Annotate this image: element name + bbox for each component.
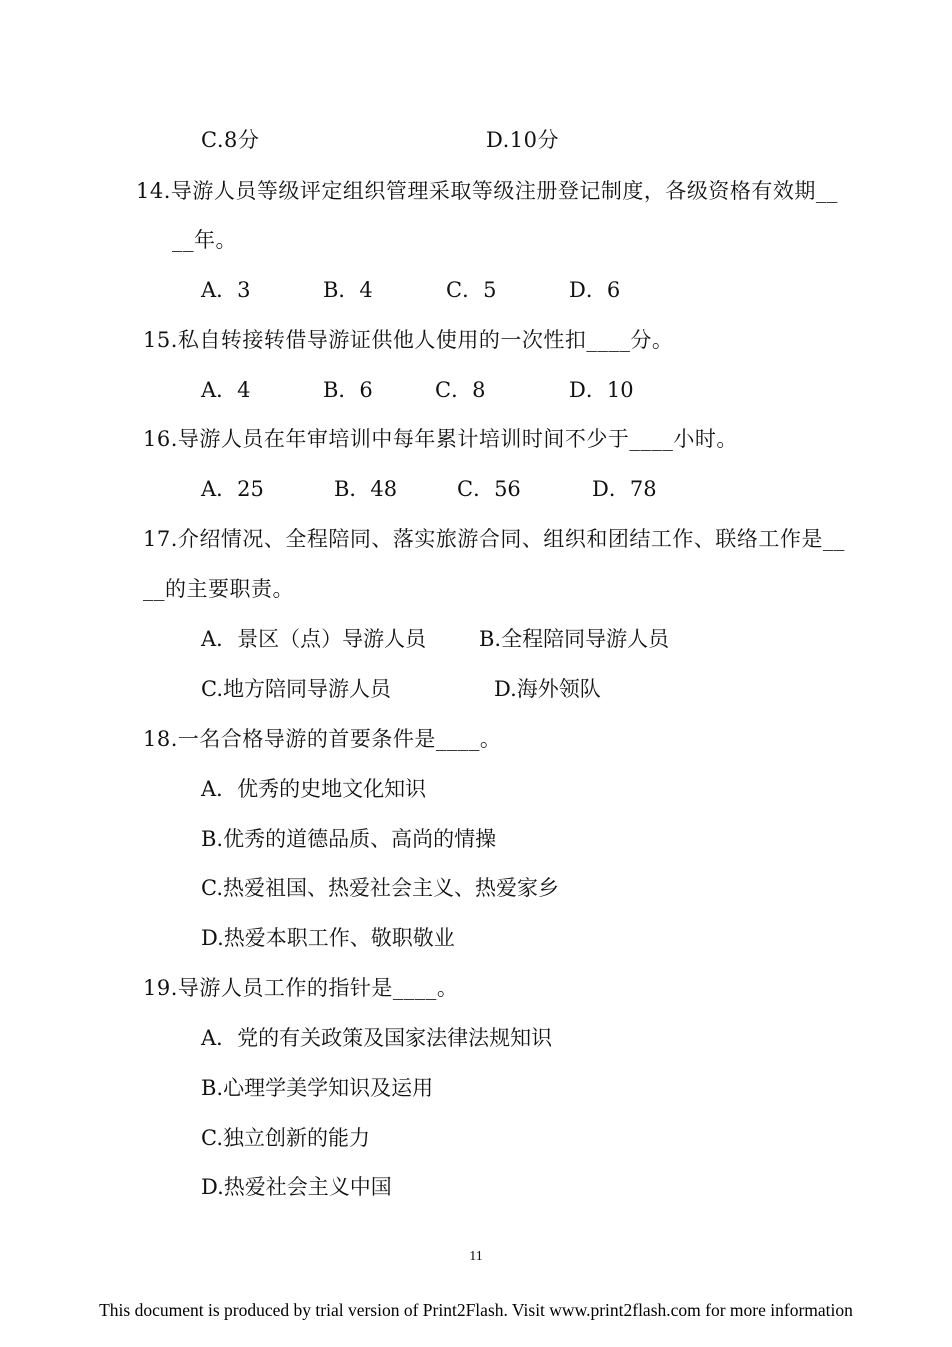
q16-stem: 16.导游人员在年审培训中每年累计培训时间不少于____小时。 [143,427,738,451]
q17-option-a: A．景区（点）导游人员 [201,627,427,651]
q14-option-b: B．4 [323,278,373,302]
q18-option-b: B.优秀的道德品质、高尚的情操 [201,827,497,851]
q18-option-d: D.热爱本职工作、敬职敬业 [201,926,455,950]
q19-option-c: C.独立创新的能力 [201,1126,370,1150]
q19-option-a: A．党的有关政策及国家法律法规知识 [201,1026,553,1050]
q15-option-a: A．4 [201,378,251,402]
q19-stem: 19.导游人员工作的指针是____。 [143,976,459,1000]
q19-option-b: B.心理学美学知识及运用 [201,1076,434,1100]
q18-stem: 18.一名合格导游的首要条件是____。 [143,727,502,751]
q17-option-c: C.地方陪同导游人员 [201,677,391,701]
q17-stem-cont: __的主要职责。 [143,577,294,601]
q16-option-c: C．56 [457,477,521,501]
q15-option-b: B．6 [323,378,373,402]
q13-option-c: C.8分 [201,128,260,152]
q14-option-a: A．3 [201,278,251,302]
q14-stem: 14.导游人员等级评定组织管理采取等级注册登记制度，各级资格有效期__ [136,179,838,203]
q17-stem: 17.介绍情况、全程陪同、落实旅游合同、组织和团结工作、联络工作是__ [143,527,845,551]
q18-option-a: A．优秀的史地文化知识 [201,777,427,801]
q14-stem-cont: __年。 [172,228,237,252]
q17-option-d: D.海外领队 [494,677,601,701]
q16-option-b: B．48 [334,477,398,501]
q17-option-b: B.全程陪同导游人员 [479,627,670,651]
q14-option-d: D．6 [569,278,621,302]
q18-option-c: C.热爱祖国、热爱社会主义、热爱家乡 [201,876,559,900]
q15-option-d: D．10 [569,378,634,402]
q14-option-c: C．5 [446,278,497,302]
trial-footer: This document is produced by trial version of Print2Flash. Visit www.print2flash.com for more information [99,1300,853,1320]
q15-stem: 15.私自转接转借导游证供他人使用的一次性扣____分。 [143,328,674,352]
q13-option-d: D.10分 [486,128,559,152]
q15-option-c: C．8 [435,378,486,402]
page-number: 11 [469,1249,483,1264]
q19-option-d: D.热爱社会主义中国 [201,1175,392,1199]
q16-option-a: A．25 [201,477,264,501]
q16-option-d: D．78 [592,477,657,501]
